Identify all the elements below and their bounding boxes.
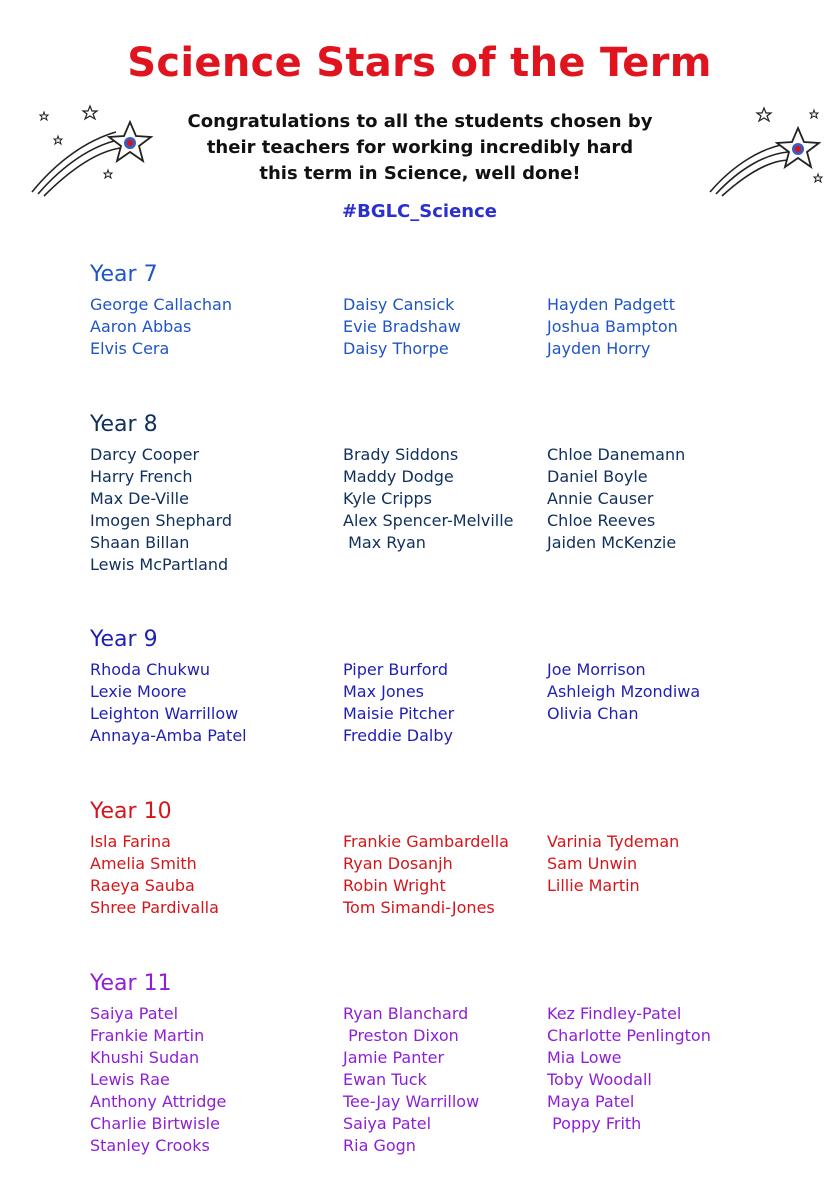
student-name: Chloe Danemann (547, 445, 686, 464)
student-name: Maya Patel (547, 1092, 635, 1111)
name-column (90, 444, 232, 576)
name-column (343, 831, 509, 919)
student-name: Maisie Pitcher (343, 704, 455, 723)
student-name: Jamie Panter (343, 1048, 445, 1067)
student-name: Joe Morrison (547, 660, 646, 679)
student-name: Ryan Dosanjh (343, 854, 453, 873)
student-name: Saiya Patel (343, 1114, 432, 1133)
student-name: Darcy Cooper (90, 445, 200, 464)
student-name: Max Jones (343, 682, 424, 701)
student-name: Robin Wright (343, 876, 446, 895)
shooting-star-left-icon (28, 100, 170, 200)
student-name: Max Ryan (343, 533, 426, 552)
student-name: Daniel Boyle (547, 467, 648, 486)
student-name: Preston Dixon (343, 1026, 459, 1045)
student-name: Frankie Martin (90, 1026, 205, 1045)
name-column (547, 659, 700, 725)
name-column (547, 444, 685, 554)
student-name: Tom Simandi-Jones (343, 898, 495, 917)
student-name: Jayden Horry (547, 339, 651, 358)
name-column (343, 294, 461, 360)
student-name: Annaya-Amba Patel (90, 726, 247, 745)
name-column (90, 1003, 226, 1157)
intro-line: this term in Science, well done! (259, 163, 581, 184)
student-name: Toby Woodall (547, 1070, 652, 1089)
name-column (343, 659, 454, 747)
student-name: Alex Spencer-Melville (343, 511, 514, 530)
student-name: Lewis Rae (90, 1070, 170, 1089)
intro-line: their teachers for working incredibly hard (206, 137, 634, 158)
name-column (90, 659, 247, 747)
student-name: Annie Causer (547, 489, 654, 508)
student-name: Imogen Shephard (90, 511, 233, 530)
name-column (547, 831, 679, 897)
student-name: Harry French (90, 467, 193, 486)
name-column (343, 1003, 479, 1157)
student-name: Jaiden McKenzie (547, 533, 677, 552)
student-name: Kyle Cripps (343, 489, 433, 508)
name-column (343, 444, 514, 554)
name-column (90, 294, 232, 360)
student-name: Olivia Chan (547, 704, 639, 723)
student-name: Daisy Thorpe (343, 339, 449, 358)
student-name: Kez Findley-Patel (547, 1004, 682, 1023)
student-name: Ria Gogn (343, 1136, 416, 1155)
student-name: Khushi Sudan (90, 1048, 200, 1067)
intro-text (150, 109, 690, 187)
hashtag: #BGLC_Science (342, 201, 497, 222)
year-heading: Year 8 (90, 412, 158, 437)
year-heading: Year 10 (90, 799, 172, 824)
student-name: Maddy Dodge (343, 467, 454, 486)
student-name: Isla Farina (90, 832, 171, 851)
student-name: Poppy Frith (547, 1114, 642, 1133)
student-name: Charlotte Penlington (547, 1026, 711, 1045)
student-name: Elvis Cera (90, 339, 170, 358)
student-name: Tee-Jay Warrillow (343, 1092, 480, 1111)
student-name: Varinia Tydeman (547, 832, 680, 851)
student-name: Stanley Crooks (90, 1136, 210, 1155)
student-name: Hayden Padgett (547, 295, 675, 314)
student-name: Ewan Tuck (343, 1070, 427, 1089)
student-name: Lexie Moore (90, 682, 187, 701)
student-name: Brady Siddons (343, 445, 459, 464)
student-name: Rhoda Chukwu (90, 660, 211, 679)
student-name: Raeya Sauba (90, 876, 195, 895)
student-name: Joshua Bampton (547, 317, 678, 336)
year-heading: Year 9 (90, 627, 158, 652)
name-column (90, 831, 219, 919)
student-name: Piper Burford (343, 660, 448, 679)
student-name: Daisy Cansick (343, 295, 455, 314)
student-name: George Callachan (90, 295, 232, 314)
student-name: Leighton Warrillow (90, 704, 239, 723)
student-name: Ashleigh Mzondiwa (547, 682, 701, 701)
name-column (547, 1003, 711, 1135)
year-heading: Year 7 (90, 262, 158, 287)
intro-line: Congratulations to all the students chosen by (187, 111, 653, 132)
student-name: Sam Unwin (547, 854, 638, 873)
student-name: Shree Pardivalla (90, 898, 219, 917)
student-name: Aaron Abbas (90, 317, 192, 336)
student-name: Lewis McPartland (90, 555, 229, 574)
student-name: Ryan Blanchard (343, 1004, 469, 1023)
student-name: Max De-Ville (90, 489, 189, 508)
student-name: Saiya Patel (90, 1004, 179, 1023)
name-column (547, 294, 678, 360)
shooting-star-right-icon (706, 100, 832, 200)
page-title: Science Stars of the Term (127, 40, 712, 86)
student-name: Frankie Gambardella (343, 832, 509, 851)
student-name: Charlie Birtwisle (90, 1114, 220, 1133)
student-name: Mia Lowe (547, 1048, 622, 1067)
student-name: Freddie Dalby (343, 726, 453, 745)
student-name: Evie Bradshaw (343, 317, 461, 336)
student-name: Chloe Reeves (547, 511, 656, 530)
student-name: Anthony Attridge (90, 1092, 227, 1111)
student-name: Amelia Smith (90, 854, 197, 873)
student-name: Shaan Billan (90, 533, 190, 552)
year-heading: Year 11 (90, 971, 172, 996)
student-name: Lillie Martin (547, 876, 640, 895)
